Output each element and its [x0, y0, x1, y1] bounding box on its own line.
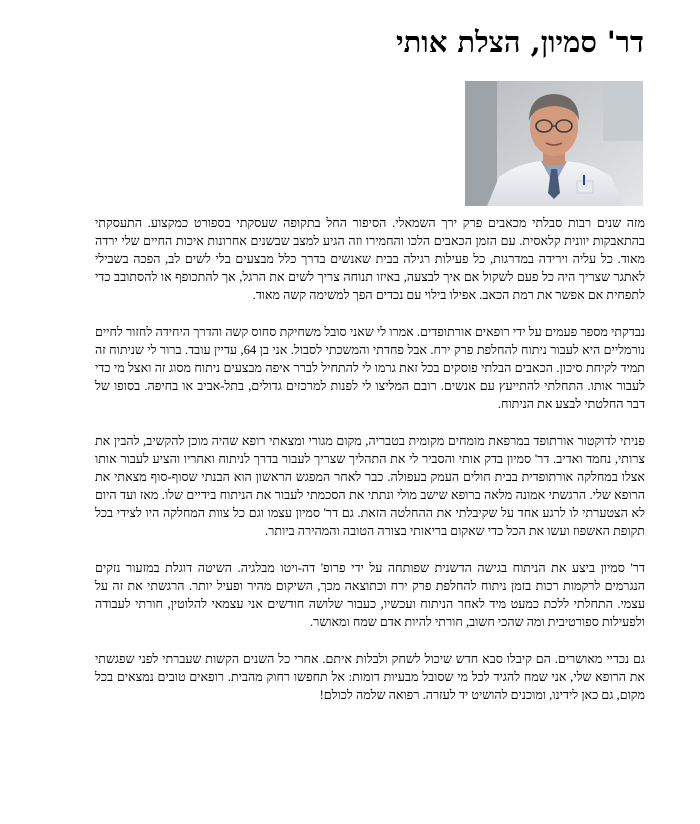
doctor-portrait-icon [465, 81, 643, 206]
article-title: דר' סמיון, הצלת אותי [395, 25, 644, 59]
article-paragraph: גם נכדיי מאושרים. הם קיבלו סבא חדש שיכול לשחק ולבלות איתם. אחרי כל השנים הקשות שעברתי לפני שפגשתי את הרופא שלי, אני שמח להגיד לכל מי שסובל מבעיות דומות: אל תחפשו רחוק מהבית. רופאים טובים נמצאים בכל מקום, גם כאן לידינו, ומוכנים להושיט יד לעזרה. רפואה שלמה לכולם! [95, 652, 645, 702]
article-paragraph: דר' סמיון ביצע את הניתוח בגישה הדשנית שפותחה על ידי פרופ' דה-ויטו מבלגיה. השיטה דוגלת במזעור נזקים הנגרמים לרקמות רכות בזמן ניתוח להחלפת פרק ירח וכתוצאה מכך, השיקום מהיר ופעיל יותר. הרגשתי את זה על עצמי. התחלתי ללכת כמעט מיד לאחר הניתוח ועכשיו, כעבור שלושה חודשים אני עצמאי להלוטין, חורתי לעבודה ולפעילות ספורטיבית ומה שהכי חשוב, חורתי להיות אדם שמח ומאושר. [95, 561, 645, 629]
article-paragraph: פניתי לדוקטור אורתופד במרפאת מומחים מקומית בטבריה, מקום מגורי ומצאתי רופא שהיה מוכן להקשיב, להבין את צרותי, נחמד ואדיב. דר' סמיון בדק אותי והסביר לי את התהליך שצריך לעבור בדרך לניתוח ואחריו והציע לעבור אותו אצלו במחלקה אורתופדית בבית חולים העמק בעפולה. כבר לאחר המפגש הראשון הוא הבנתי שסוף-סוף מצאתי את הרופא שלי. הרגשתי אמונה מלאה ברופא שישב מולי ונתתי את הסכמתי לעבור את הניתוח בידיים שלו. מאז ועד היום לא הצטערתי לו לרגע אחד על שקיבלתי את ההחלטה הזאת. גם דר' סמיון עצמו וגם כל צוות המחלקה היו לצידי בכל תקופת האשפוז ועשו את הכל כדי שאקום בריאותי בצורה הטובה והמהירה ביותר. [95, 434, 645, 538]
article-body [95, 214, 645, 723]
article-paragraph: נבדקתי מספר פעמים על ידי רופאים אורתופדים. אמרו לי שאני סובל משחיקת סחוס קשה והדרך היחידה לחזור לחיים נורמליים היא לעבור ניתוח להחלפת פרק ירח. אבל פחדתי והמשכתי לסבול. אני בן 64, עדיין עובד. ברור לי שניתוח זה תמיד לקיחת סיכון. הכאבים הבלתי פוסקים בכל זאת גרמו לי להתחיל לברר איפה מבצעים ניתוח מסוג זה ואצל מי כדי לעבור אותו. התחלתי להתייעץ עם אנשים. רובם המליצו לי לפנות למרכזים גדולים, בתל-אביב או בחיפה. בסופו של דבר החלטתי לבצע את הניתוח. [95, 325, 645, 411]
article-paragraph: מזה שנים רבות סבלתי מכאבים פרק ירך השמאלי. הסיפור החל בתקופה שעסקתי בספורט כמקצוע. התעסקתי בהתאבקות יוונית קלאסית. עם הזמן הכאבים הלכו והחמירו וזה הגיע למצב שבשנים אחרונות איכות החיים שלי ירדה מאוד. כל עליה וירידה במדרגות, כל פעילות רגילה בבית שאנשים בדרך כלל מבצעים בלי לשים לב, הפכה בשבילי לאתגר שצריך היה כל פעם לשקול אם איך לבצעה, באיזו תנוחה צריך לשים את הרגל, אך להתכופף או להסתובב כדי לתפחית אם אפשר את רמת הכאב. אפילו בילוי עם נכדים הפך למשימה קשה מאוד. [95, 216, 645, 302]
doctor-portrait-photo [465, 81, 643, 206]
